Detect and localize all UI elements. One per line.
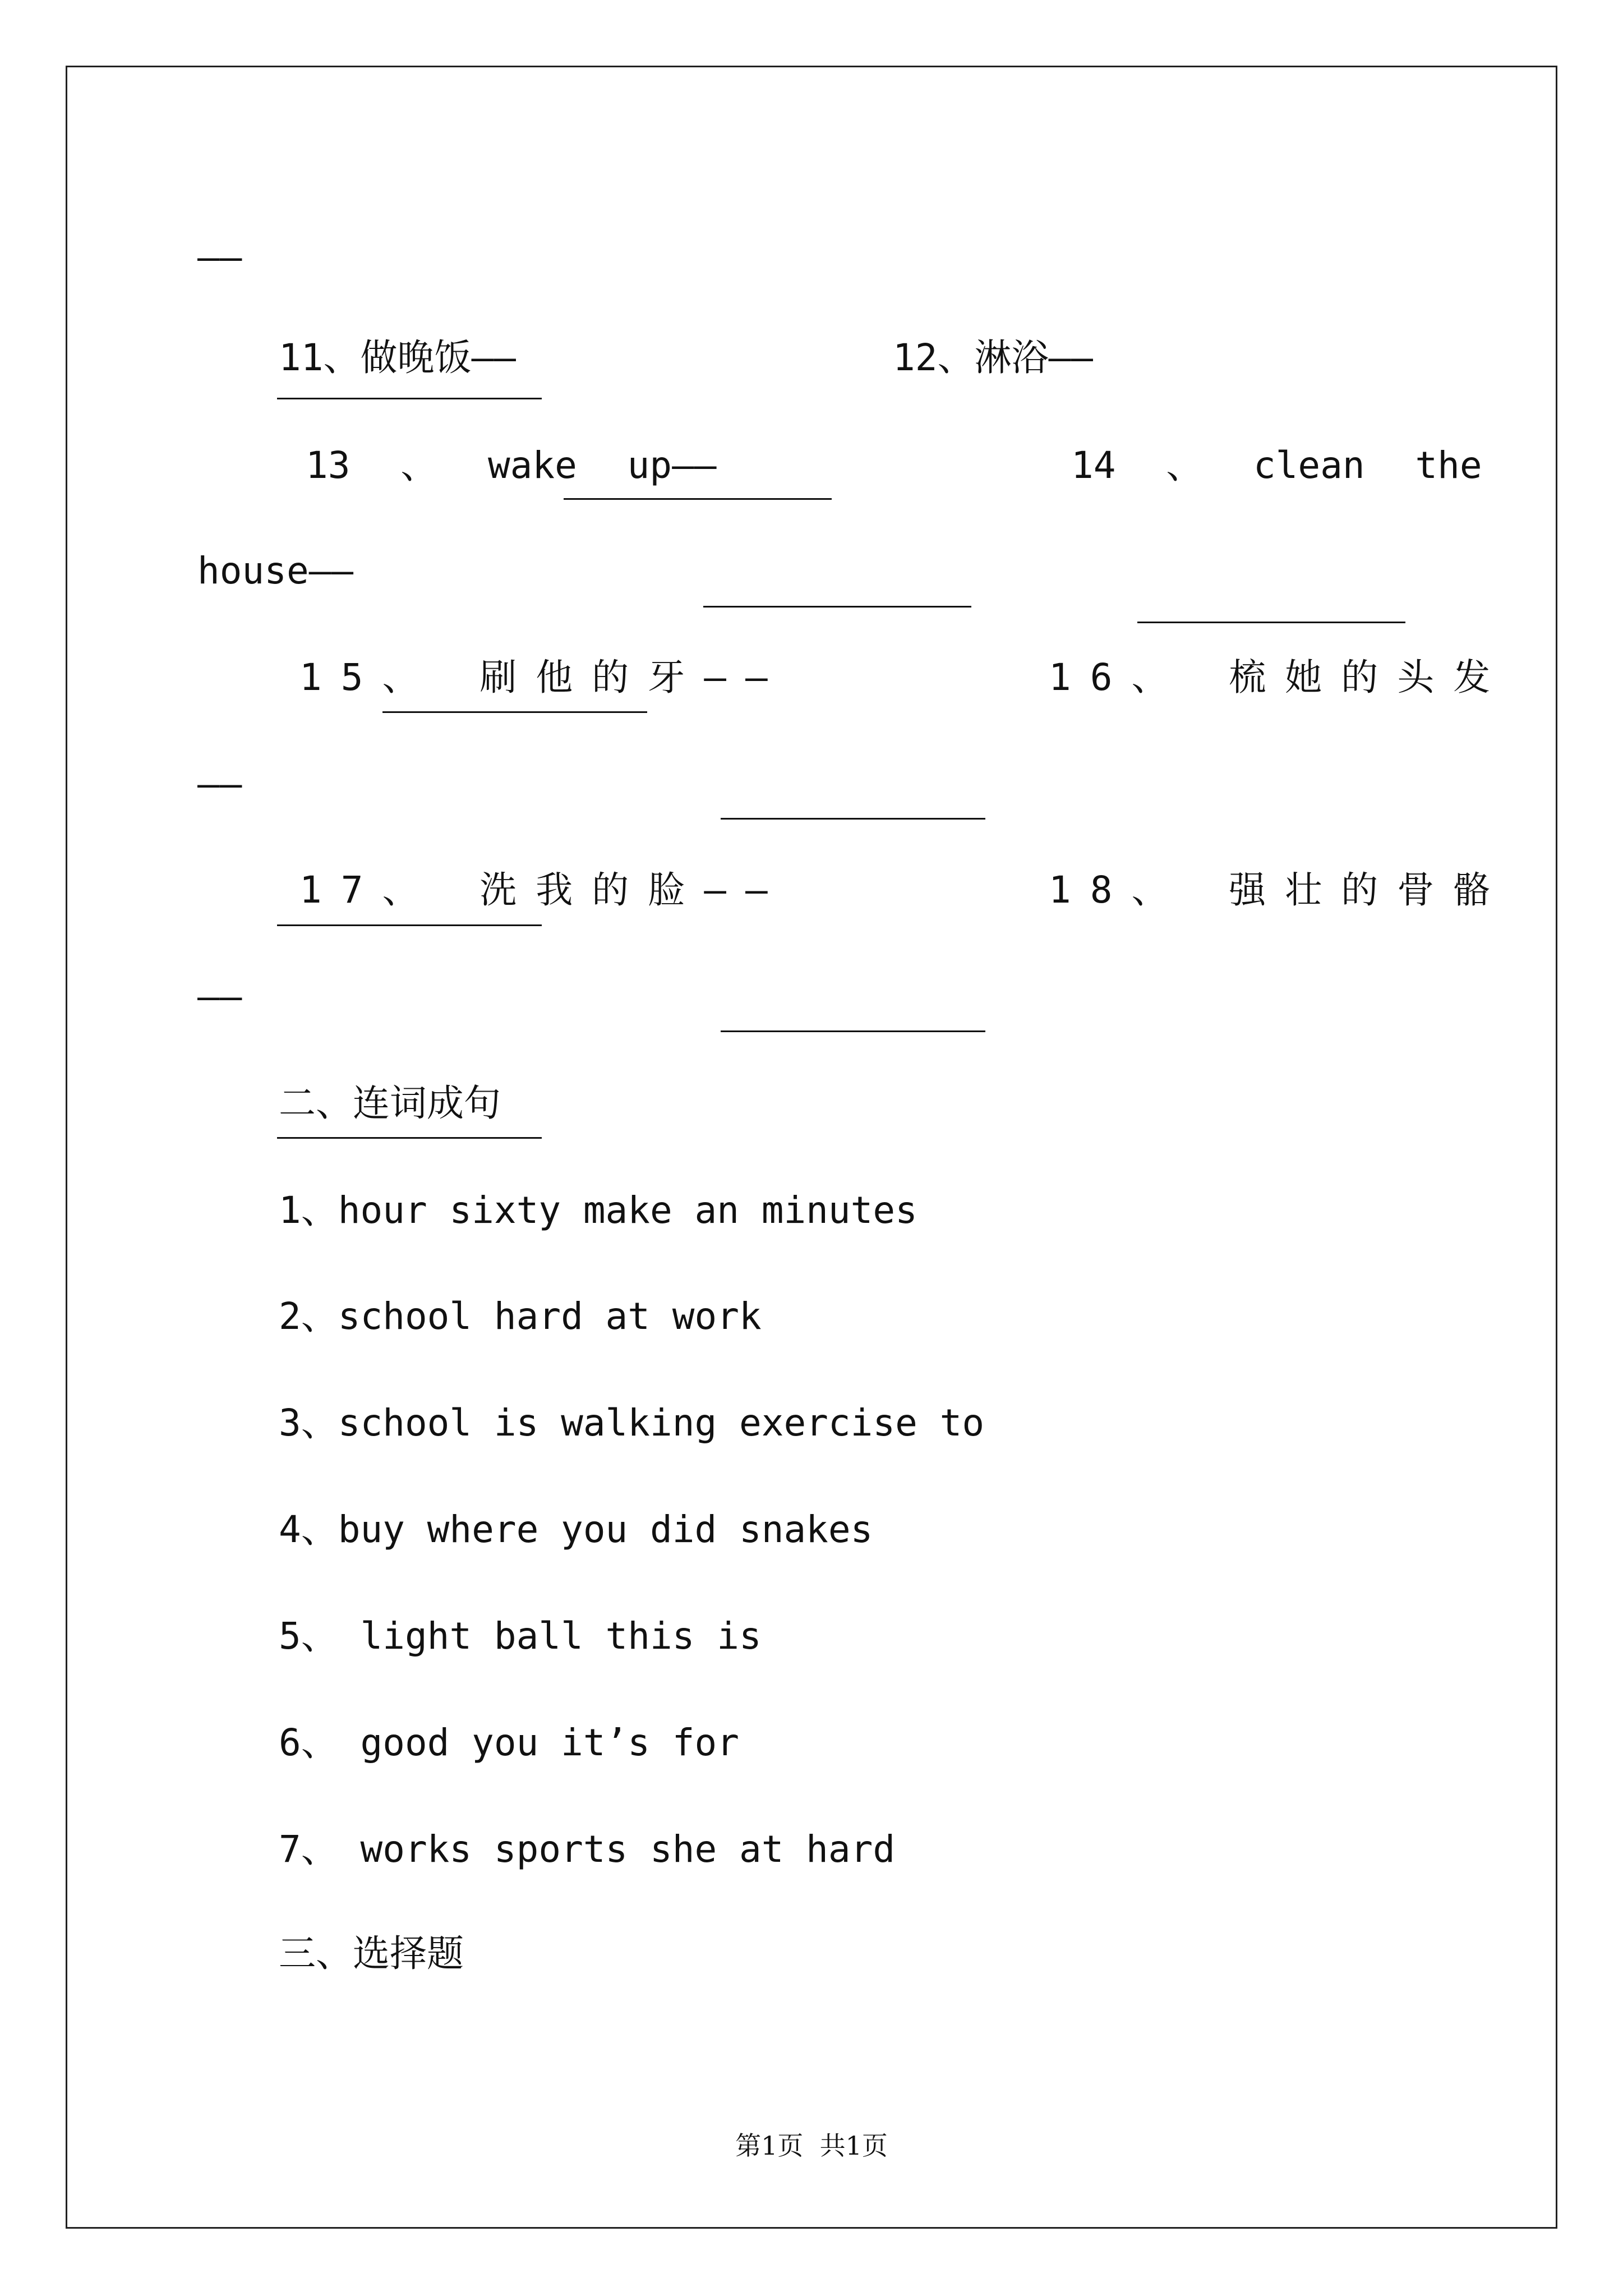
sentence-text: 1、hour sixty make an minutes <box>279 1189 917 1232</box>
section-heading: 二、连词成句 <box>279 1082 501 1125</box>
item-12-label: 12、淋浴—— <box>893 336 1093 379</box>
item-11-label: 11、做晚饭—— <box>279 336 516 379</box>
sentence-text: 4、buy where you did snakes <box>279 1508 873 1551</box>
vocab-row-14-continuation <box>0 540 1623 602</box>
section-heading: 三、选择题 <box>279 1932 464 1975</box>
sentence-item-2 <box>0 1286 1623 1347</box>
sentence-text: 3、school is walking exercise to <box>279 1401 985 1444</box>
answer-line-continuation-16 <box>0 753 1623 815</box>
vocab-row-15-16 <box>0 647 1623 708</box>
item-14-label-continued: house—— <box>197 549 354 592</box>
sentence-text: 2、school hard at work <box>279 1295 762 1338</box>
item-16-label: 16、 梳她的头发 <box>1049 656 1510 699</box>
answer-line-continuation-1 <box>0 227 1623 288</box>
item-15-label: 15、 刷他的牙—— <box>299 656 787 699</box>
item-14-label: 14 、 clean the <box>1071 444 1482 487</box>
sentence-item-4 <box>0 1499 1623 1561</box>
sentence-item-7 <box>0 1819 1623 1880</box>
vocab-row-11-12 <box>0 327 1623 389</box>
section-2-heading <box>0 1073 1623 1134</box>
sentence-text: 6、 good you it’s for <box>279 1721 739 1764</box>
sentence-item-5 <box>0 1605 1623 1667</box>
dash: —— <box>197 762 242 806</box>
sentence-item-6 <box>0 1712 1623 1774</box>
item-17-label: 17、 洗我的脸—— <box>299 868 787 912</box>
dash: —— <box>197 975 242 1018</box>
section-3-heading <box>0 1923 1623 1985</box>
vocab-row-17-18 <box>0 859 1623 921</box>
sentence-item-3 <box>0 1392 1623 1454</box>
answer-line-continuation-18 <box>0 966 1623 1028</box>
sentence-item-1 <box>0 1180 1623 1241</box>
dash: —— <box>197 236 242 279</box>
page-footer: 第1页 共1页 <box>735 2131 888 2161</box>
sentence-text: 7、 works sports she at hard <box>279 1828 896 1871</box>
sentence-text: 5、 light ball this is <box>279 1614 762 1658</box>
vocab-row-13-14 <box>0 435 1623 496</box>
item-18-label: 18、 强壮的骨骼 <box>1049 868 1510 912</box>
item-13-label: 13 、 wake up—— <box>306 444 717 487</box>
